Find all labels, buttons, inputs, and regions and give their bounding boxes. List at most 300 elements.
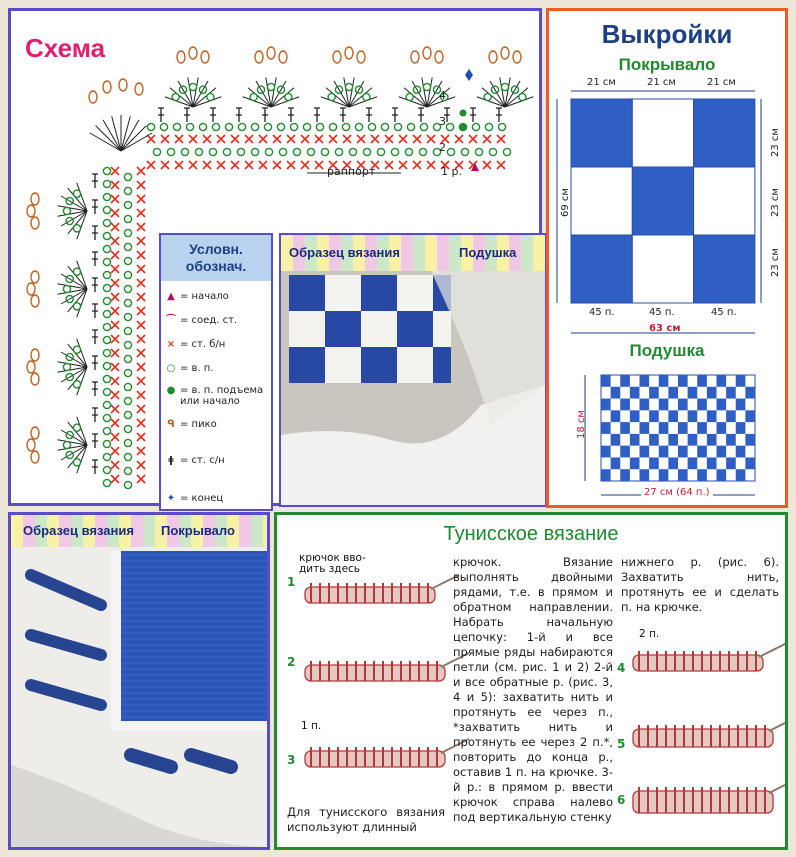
legend-label: = начало: [180, 291, 229, 302]
single-crochet-mark: [259, 135, 267, 143]
chain-mark: [124, 215, 131, 222]
picot-mark: [255, 51, 263, 63]
single-crochet-mark: [111, 307, 119, 315]
double-crochet-mark: [366, 108, 372, 122]
pillow-square: [601, 375, 611, 387]
chain-mark: [73, 459, 80, 466]
knit-check: [379, 311, 397, 329]
chain-mark: [124, 397, 131, 404]
turning-chain-dot: [460, 110, 467, 117]
picot-mark: [27, 439, 35, 451]
chain-mark: [189, 83, 196, 90]
chain-mark: [349, 148, 356, 155]
legend-label: = в. п.: [180, 363, 214, 374]
knit-check: [397, 293, 415, 311]
single-crochet-mark: [111, 349, 119, 357]
knit-check: [379, 347, 397, 365]
single-crochet-mark: [137, 167, 145, 175]
double-crochet-mark: [92, 252, 98, 266]
pillow-square: [678, 375, 688, 387]
pillow-square: [630, 410, 640, 422]
chain-mark: [489, 148, 496, 155]
pillow-square: [659, 469, 669, 481]
single-crochet-mark: [315, 135, 323, 143]
chain-mark: [103, 232, 110, 239]
pillow-square: [640, 399, 650, 411]
chain-mark: [285, 93, 292, 100]
chain-mark: [124, 285, 131, 292]
legend-item-chain: [165, 363, 214, 374]
single-crochet-mark: [111, 405, 119, 413]
pillow-square: [688, 410, 698, 422]
chain-mark: [328, 93, 335, 100]
pillow-square: [736, 446, 746, 458]
chain-mark: [363, 148, 370, 155]
knit-check: [343, 293, 361, 311]
pillow-square: [745, 410, 755, 422]
single-crochet-mark: [217, 135, 225, 143]
chain-mark: [103, 466, 110, 473]
double-crochet-mark: [262, 108, 268, 122]
legend-label: = соед. ст.: [180, 315, 238, 326]
knit-check: [307, 311, 325, 329]
chain-mark: [377, 148, 384, 155]
legend-label: = ст. с/н: [180, 455, 225, 466]
hook: [769, 717, 785, 731]
picot-mark: [27, 205, 35, 217]
photo2-caption-left: Образец вязания: [23, 523, 134, 538]
pillow-square: [688, 434, 698, 446]
knit-check: [397, 347, 415, 365]
knit-check: [307, 293, 325, 311]
single-crochet-mark: [137, 433, 145, 441]
single-crochet-mark: [483, 161, 491, 169]
picot-mark: [31, 451, 39, 463]
blanket-knit-image: [11, 515, 267, 847]
chain-mark: [124, 383, 131, 390]
single-crochet-mark: [413, 135, 421, 143]
pillow-square: [726, 387, 736, 399]
chain-mark: [212, 123, 219, 130]
fan-stitch: [68, 211, 87, 234]
pillow-grid: [601, 375, 755, 481]
knit-check: [397, 275, 415, 293]
single-crochet-mark: [231, 135, 239, 143]
chain-mark: [103, 401, 110, 408]
knit-check: [343, 365, 361, 383]
fan-stitch: [271, 88, 294, 107]
chain-mark: [498, 123, 505, 130]
single-crochet-mark: [427, 135, 435, 143]
knit-check: [379, 365, 397, 383]
single-crochet-mark: [245, 161, 253, 169]
single-crochet-mark: [399, 135, 407, 143]
chain-mark: [394, 123, 401, 130]
pillow-square: [630, 434, 640, 446]
single-crochet-mark: [137, 251, 145, 259]
single-crochet-mark: [137, 279, 145, 287]
chain-mark: [173, 123, 180, 130]
fan-stitch: [68, 289, 87, 312]
chain-mark: [335, 148, 342, 155]
chain-mark: [103, 310, 110, 317]
pillow-title: Подушка: [629, 341, 705, 360]
legend-label: = пико: [180, 419, 217, 430]
chain-mark: [103, 440, 110, 447]
single-crochet-mark: [137, 321, 145, 329]
chain-mark: [73, 190, 80, 197]
single-crochet-mark: [147, 135, 155, 143]
picot-mark: [489, 51, 497, 63]
chain-mark: [329, 123, 336, 130]
chain-mark: [475, 148, 482, 155]
pillow-square: [717, 469, 727, 481]
single-crochet-mark: [287, 135, 295, 143]
double-crochet-mark: [314, 108, 320, 122]
fan-stitch: [68, 188, 87, 211]
double-crochet-mark: [392, 108, 398, 122]
chain-icon: ○: [166, 363, 176, 374]
figure-number-1: 1: [287, 575, 296, 589]
single-crochet-mark: [301, 135, 309, 143]
double-crochet-mark: [92, 434, 98, 448]
single-crochet-mark: [399, 161, 407, 169]
picot-mark: [27, 283, 35, 295]
single-crochet-mark: [137, 475, 145, 483]
fan-stitch: [68, 367, 87, 390]
single-crochet-mark: [483, 135, 491, 143]
fan-stitch: [68, 344, 87, 367]
chain-mark: [420, 123, 427, 130]
fan-stitch: [193, 88, 216, 107]
pillow-square: [649, 410, 659, 422]
rapport-label: раппорт: [327, 165, 376, 178]
knit-check: [397, 311, 415, 329]
blanket-square: [694, 235, 755, 303]
double-crochet-mark: [158, 108, 164, 122]
blanket-left-dim: 69 см: [559, 188, 571, 217]
fan-stitch: [349, 88, 372, 107]
double-crochet-mark: [92, 356, 98, 370]
chain-mark: [303, 123, 310, 130]
chain-mark: [160, 123, 167, 130]
chain-mark: [124, 481, 131, 488]
chain-mark: [124, 411, 131, 418]
picot-mark: [31, 193, 39, 205]
single-crochet-mark: [273, 135, 281, 143]
knit-check: [361, 311, 379, 329]
pillow-square: [611, 434, 621, 446]
fig3-note: 1 п.: [301, 720, 322, 732]
pillow-square: [640, 375, 650, 387]
knit-check: [325, 365, 343, 383]
pillow-square: [697, 399, 707, 411]
single-crochet-mark: [137, 181, 145, 189]
pillow-square: [640, 446, 650, 458]
pillow-square: [601, 422, 611, 434]
chain-mark: [103, 427, 110, 434]
chain-mark: [124, 187, 131, 194]
blanket-square: [632, 235, 693, 303]
blanket-bottom-dim-2: 45 п.: [649, 307, 675, 318]
chain-mark: [472, 123, 479, 130]
pillow-square: [601, 446, 611, 458]
chain-mark: [124, 243, 131, 250]
chain-mark: [73, 346, 80, 353]
pillow-square: [688, 457, 698, 469]
single-crochet-mark: [111, 195, 119, 203]
single-crochet-mark: [301, 161, 309, 169]
legend-item-start: [165, 291, 229, 302]
single-crochet-mark: [137, 223, 145, 231]
picot-mark: [31, 427, 39, 439]
knit-check: [361, 275, 379, 293]
knit-check: [307, 347, 325, 365]
chain-mark: [63, 363, 70, 370]
double-crochet-mark: [340, 108, 346, 122]
blanket-square: [694, 167, 755, 235]
chain-mark: [345, 83, 352, 90]
single-crochet-mark: [111, 419, 119, 427]
figure-number-3: 3: [287, 753, 296, 767]
pillow-square: [688, 387, 698, 399]
chain-mark: [147, 123, 154, 130]
chain-mark: [124, 467, 131, 474]
knit-check: [361, 365, 379, 383]
knit-check: [289, 293, 307, 311]
end-marker: [465, 69, 473, 81]
tunisian-text-col2: нижнего р. (рис. 6). Захватить нить, протянуть ее и сделать п. на крючке.: [621, 555, 779, 614]
pillow-square: [640, 422, 650, 434]
pillow-square: [611, 387, 621, 399]
chain-mark: [519, 93, 526, 100]
pillow-square: [697, 446, 707, 458]
single-crochet-mark: [111, 279, 119, 287]
single-crochet-mark: [273, 161, 281, 169]
chain-mark: [124, 341, 131, 348]
single-crochet-icon: ×: [166, 339, 176, 350]
pillow-square: [717, 399, 727, 411]
knit-check: [433, 365, 451, 383]
single-crochet-mark: [137, 363, 145, 371]
pillow-square: [601, 469, 611, 481]
knit-check: [415, 365, 433, 383]
picot-icon: ᑫ: [167, 419, 175, 430]
chain-mark: [124, 355, 131, 362]
chain-mark: [484, 93, 491, 100]
pillow-square: [649, 387, 659, 399]
chain-mark: [103, 375, 110, 382]
chain-mark: [124, 201, 131, 208]
pillow-square: [668, 410, 678, 422]
knit-check: [325, 275, 343, 293]
chain-mark: [267, 83, 274, 90]
knit-check: [361, 293, 379, 311]
chain-mark: [277, 123, 284, 130]
chain-mark: [207, 93, 214, 100]
chain-mark: [503, 148, 510, 155]
single-crochet-mark: [111, 167, 119, 175]
single-crochet-mark: [137, 265, 145, 273]
chain-mark: [225, 123, 232, 130]
legend-label: = конец: [180, 493, 224, 504]
fan-stitch: [505, 88, 528, 107]
single-crochet-mark: [413, 161, 421, 169]
chain-mark: [124, 257, 131, 264]
single-crochet-mark: [315, 161, 323, 169]
double-crochet-mark: [92, 330, 98, 344]
pillow-square: [678, 399, 688, 411]
blanket-square: [571, 167, 632, 235]
picot-mark: [357, 51, 365, 63]
single-crochet-mark: [497, 161, 505, 169]
pillow-square: [707, 457, 717, 469]
chain-mark: [124, 425, 131, 432]
fan-stitch: [482, 88, 505, 107]
figure-number-6: 6: [617, 793, 626, 807]
knit-check: [307, 365, 325, 383]
single-crochet-mark: [111, 335, 119, 343]
scheme-title: Схема: [25, 33, 106, 63]
fan-stitch: [68, 266, 87, 289]
chain-mark: [223, 148, 230, 155]
single-crochet-mark: [189, 135, 197, 143]
chain-mark: [447, 148, 454, 155]
single-crochet-mark: [111, 377, 119, 385]
single-crochet-mark: [161, 135, 169, 143]
patterns-title: Выкройки: [601, 19, 733, 49]
double-crochet-mark: [418, 108, 424, 122]
chain-mark: [124, 173, 131, 180]
blanket-title: Покрывало: [618, 55, 716, 74]
single-crochet-mark: [137, 237, 145, 245]
chain-mark: [405, 148, 412, 155]
stitch-row: [633, 655, 763, 671]
pillow-square: [726, 434, 736, 446]
knit-check: [289, 275, 307, 293]
pillow-square: [736, 422, 746, 434]
legend-title: [161, 235, 271, 281]
blanket-right-dim-3: 23 см: [769, 248, 781, 277]
chain-mark: [251, 148, 258, 155]
single-crochet-mark: [111, 181, 119, 189]
chain-mark: [321, 148, 328, 155]
single-crochet-mark: [245, 135, 253, 143]
stitch-row: [305, 587, 435, 603]
chain-mark: [103, 479, 110, 486]
picot-mark: [27, 361, 35, 373]
hook: [769, 779, 785, 793]
chain-mark: [73, 225, 80, 232]
chain-mark: [124, 299, 131, 306]
pillow-square: [649, 457, 659, 469]
knit-check: [307, 329, 325, 347]
legend-title-line2: обознач.: [185, 258, 247, 274]
photo2-caption-right: Покрывало: [161, 523, 235, 538]
pillow-square: [620, 422, 630, 434]
double-crochet-mark: [236, 108, 242, 122]
fig4-note: 2 п.: [639, 628, 660, 640]
pillow-square: [726, 410, 736, 422]
pillow-square: [668, 387, 678, 399]
picot-mark: [501, 47, 509, 59]
single-crochet-mark: [111, 363, 119, 371]
picot-mark: [177, 51, 185, 63]
chain-mark: [103, 388, 110, 395]
legend-label: = в. п. подъема или начало: [180, 385, 264, 407]
chain-mark: [279, 148, 286, 155]
single-crochet-mark: [111, 209, 119, 217]
chain-mark: [153, 148, 160, 155]
fan-stitch: [68, 422, 87, 445]
double-crochet-mark: [210, 108, 216, 122]
chain-mark: [195, 148, 202, 155]
tunisian-intro: Для тунисского вязания используют длинный: [287, 805, 445, 834]
blanket-square: [694, 99, 755, 167]
legend: [159, 233, 273, 511]
double-crochet-mark: [496, 108, 502, 122]
single-crochet-mark: [137, 195, 145, 203]
pillow-square: [736, 375, 746, 387]
chain-mark: [391, 148, 398, 155]
fan-stitch: [404, 88, 427, 107]
chain-mark: [368, 123, 375, 130]
chain-mark: [485, 123, 492, 130]
chain-mark: [316, 123, 323, 130]
start-icon: ▲: [167, 291, 175, 302]
blanket-square: [571, 235, 632, 303]
patterns-panel: [546, 8, 788, 508]
knit-check: [415, 293, 433, 311]
picot-mark: [333, 51, 341, 63]
single-crochet-mark: [329, 135, 337, 143]
chain-mark: [238, 123, 245, 130]
single-crochet-mark: [111, 475, 119, 483]
slip-stitch-icon: ⌒: [166, 315, 176, 326]
chain-mark: [63, 207, 70, 214]
chain-mark: [103, 206, 110, 213]
knit-check: [325, 311, 343, 329]
pillow-knit-image: [281, 235, 545, 505]
chain-mark: [124, 369, 131, 376]
legend-item-double-crochet: [165, 455, 225, 466]
picot-mark: [135, 83, 143, 95]
legend-item-picot: [165, 419, 217, 430]
chain-mark: [501, 83, 508, 90]
single-crochet-mark: [161, 161, 169, 169]
end-icon: ✦: [166, 493, 176, 504]
single-crochet-mark: [343, 135, 351, 143]
pillow-square: [630, 387, 640, 399]
blanket-bottom-dim-1: 45 п.: [589, 307, 615, 318]
knit-check: [361, 329, 379, 347]
photo2-caption: [11, 515, 267, 547]
blanket-top-dim-2: 21 см: [647, 77, 676, 88]
picot-mark: [411, 51, 419, 63]
chain-mark: [103, 245, 110, 252]
single-crochet-mark: [385, 161, 393, 169]
blanket-top-dim-3: 21 см: [707, 77, 736, 88]
blanket-right-dim-1: 23 см: [769, 128, 781, 157]
pillow-square: [745, 434, 755, 446]
chain-mark: [73, 268, 80, 275]
single-crochet-mark: [203, 135, 211, 143]
chain-mark: [342, 123, 349, 130]
single-crochet-mark: [455, 135, 463, 143]
double-crochet-icon: ǂ: [168, 455, 174, 466]
pillow-square: [620, 375, 630, 387]
pillow-square: [668, 434, 678, 446]
